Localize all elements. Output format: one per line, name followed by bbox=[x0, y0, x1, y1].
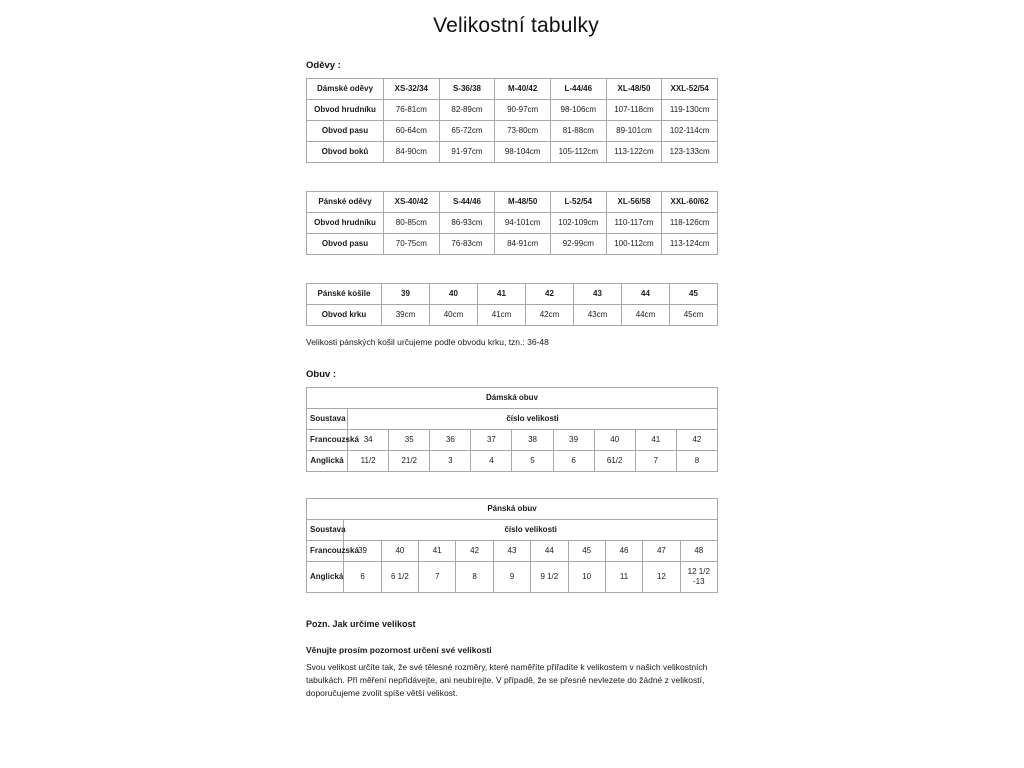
table-cell: 12 bbox=[643, 562, 680, 593]
table-cell: 65-72cm bbox=[439, 121, 495, 142]
cell-header: Pánské oděvy bbox=[307, 192, 384, 213]
table-cell: 3 bbox=[430, 451, 471, 472]
cell-header: XXL-52/54 bbox=[662, 79, 718, 100]
table-row bbox=[307, 79, 718, 100]
table-cell: 36 bbox=[430, 430, 471, 451]
table-cell: 81-88cm bbox=[550, 121, 606, 142]
row-label: Obvod pasu bbox=[307, 234, 384, 255]
row-label: Anglická bbox=[307, 451, 348, 472]
cell-header: S-36/38 bbox=[439, 79, 495, 100]
table-row bbox=[307, 409, 718, 430]
table-cell: 7 bbox=[635, 451, 676, 472]
table-cell: 45 bbox=[568, 541, 605, 562]
row-label: Obvod hrudníku bbox=[307, 100, 384, 121]
table-cell: 98-104cm bbox=[495, 142, 551, 163]
table-cell: 40 bbox=[381, 541, 418, 562]
cell-header: 39 bbox=[382, 284, 430, 305]
table-cell: 102-114cm bbox=[662, 121, 718, 142]
footer-subheading: Věnujte prosím pozornost určení své velikosti bbox=[306, 645, 492, 655]
document-content bbox=[306, 0, 726, 701]
table-cell: 90-97cm bbox=[495, 100, 551, 121]
table-cell: 98-106cm bbox=[550, 100, 606, 121]
table-cell: 92-99cm bbox=[550, 234, 606, 255]
table-cell: 61/2 bbox=[594, 451, 635, 472]
table-cell: 86-93cm bbox=[439, 213, 495, 234]
table-cell: 76-81cm bbox=[384, 100, 440, 121]
table-row bbox=[307, 562, 718, 593]
table-cell: 12 1/2 -13 bbox=[680, 562, 717, 593]
row-label: Francouzská bbox=[307, 541, 344, 562]
table-cell: 76-83cm bbox=[439, 234, 495, 255]
cell-header: M-40/42 bbox=[495, 79, 551, 100]
table-cell: 47 bbox=[643, 541, 680, 562]
table-row bbox=[307, 192, 718, 213]
table-cell: 43cm bbox=[574, 305, 622, 326]
cell-header: XL-48/50 bbox=[606, 79, 662, 100]
table-caption-men-shoes: Pánská obuv bbox=[307, 499, 718, 520]
table-cell: 9 bbox=[493, 562, 530, 593]
cell-header: Dámské oděvy bbox=[307, 79, 384, 100]
cell-header: XS-32/34 bbox=[384, 79, 440, 100]
table-women-shoes bbox=[306, 387, 718, 472]
table-men-clothing bbox=[306, 191, 718, 255]
table-cell: 45cm bbox=[670, 305, 718, 326]
table-row bbox=[307, 520, 718, 541]
table-cell: 6 bbox=[553, 451, 594, 472]
table-cell: 73-80cm bbox=[495, 121, 551, 142]
table-cell: 6 1/2 bbox=[381, 562, 418, 593]
table-cell: 41 bbox=[635, 430, 676, 451]
table-cell: 110-117cm bbox=[606, 213, 662, 234]
table-cell: 70-75cm bbox=[384, 234, 440, 255]
cell-header: 45 bbox=[670, 284, 718, 305]
table-cell: 41cm bbox=[478, 305, 526, 326]
section-label-shoes: Obuv : bbox=[306, 369, 337, 380]
table-row bbox=[307, 142, 718, 163]
table-cell: 42 bbox=[676, 430, 717, 451]
table-cell: 94-101cm bbox=[495, 213, 551, 234]
table-cell: 6 bbox=[344, 562, 381, 593]
row-label: Obvod pasu bbox=[307, 121, 384, 142]
table-cell: 100-112cm bbox=[606, 234, 662, 255]
table-cell: 38 bbox=[512, 430, 553, 451]
table-cell: 8 bbox=[456, 562, 493, 593]
table-cell: 41 bbox=[419, 541, 456, 562]
table-cell: 84-90cm bbox=[384, 142, 440, 163]
table-cell: 40 bbox=[594, 430, 635, 451]
table-cell: 11 bbox=[605, 562, 642, 593]
page-title: Velikostní tabulky bbox=[433, 14, 599, 37]
table-row bbox=[307, 234, 718, 255]
table-cell: 82-89cm bbox=[439, 100, 495, 121]
table-cell: 91-97cm bbox=[439, 142, 495, 163]
row-label: Anglická bbox=[307, 562, 344, 593]
table-cell: 5 bbox=[512, 451, 553, 472]
cell-header: Soustava bbox=[307, 409, 348, 430]
cell-header: XL-56/58 bbox=[606, 192, 662, 213]
cell-header: 41 bbox=[478, 284, 526, 305]
table-cell: 84-91cm bbox=[495, 234, 551, 255]
table-cell: 42cm bbox=[526, 305, 574, 326]
table-row bbox=[307, 100, 718, 121]
table-cell: 11/2 bbox=[348, 451, 389, 472]
table-cell: 105-112cm bbox=[550, 142, 606, 163]
cell-header: L-44/46 bbox=[550, 79, 606, 100]
row-label: Obvod krku bbox=[307, 305, 382, 326]
cell-header: XXL-60/62 bbox=[662, 192, 718, 213]
table-cell: 21/2 bbox=[389, 451, 430, 472]
table-cell: 46 bbox=[605, 541, 642, 562]
cell-header: 40 bbox=[430, 284, 478, 305]
table-cell: 39 bbox=[344, 541, 381, 562]
cell-header: Pánské košile bbox=[307, 284, 382, 305]
table-cell: 118-126cm bbox=[662, 213, 718, 234]
footer-heading: Pozn. Jak určíme velikost bbox=[306, 619, 416, 629]
table-cell: 10 bbox=[568, 562, 605, 593]
table-cell: 80-85cm bbox=[384, 213, 440, 234]
table-row bbox=[307, 430, 718, 451]
cell-header: S-44/46 bbox=[439, 192, 495, 213]
cell-header: číslo velikosti bbox=[344, 520, 718, 541]
table-men-shirts bbox=[306, 283, 718, 326]
table-cell: 35 bbox=[389, 430, 430, 451]
table-cell: 60-64cm bbox=[384, 121, 440, 142]
cell-header: 42 bbox=[526, 284, 574, 305]
table-row bbox=[307, 541, 718, 562]
cell-header: 44 bbox=[622, 284, 670, 305]
table-women-clothing bbox=[306, 78, 718, 163]
table-cell: 34 bbox=[348, 430, 389, 451]
table-cell: 89-101cm bbox=[606, 121, 662, 142]
table-cell: 40cm bbox=[430, 305, 478, 326]
table-cell: 107-118cm bbox=[606, 100, 662, 121]
row-label: Obvod hrudníku bbox=[307, 213, 384, 234]
cell-header: L-52/54 bbox=[550, 192, 606, 213]
table-cell: 44cm bbox=[622, 305, 670, 326]
table-cell: 42 bbox=[456, 541, 493, 562]
table-cell: 4 bbox=[471, 451, 512, 472]
table-row bbox=[307, 388, 718, 409]
table-cell: 39cm bbox=[382, 305, 430, 326]
table-cell: 43 bbox=[493, 541, 530, 562]
table-cell: 9 1/2 bbox=[531, 562, 568, 593]
table-cell: 119-130cm bbox=[662, 100, 718, 121]
table-men-shoes bbox=[306, 498, 718, 593]
table-cell: 113-124cm bbox=[662, 234, 718, 255]
table-row bbox=[307, 499, 718, 520]
table-cell: 44 bbox=[531, 541, 568, 562]
table-row bbox=[307, 451, 718, 472]
cell-header: 43 bbox=[574, 284, 622, 305]
table-cell: 37 bbox=[471, 430, 512, 451]
table-cell: 102-109cm bbox=[550, 213, 606, 234]
table-row bbox=[307, 305, 718, 326]
cell-header: M-48/50 bbox=[495, 192, 551, 213]
table-row bbox=[307, 213, 718, 234]
table-caption-women-shoes: Dámská obuv bbox=[307, 388, 718, 409]
row-label: Obvod boků bbox=[307, 142, 384, 163]
footer-body: Svou velikost určíte tak, že své tělesné rozměry, které naměříte přiřadíte k velikostem v našich velikostních tabulkách. Při měření nepřidávejte, ani neubírejte. V případě, že se přesně nevlezete do žádné z velikostí, doporučujeme zvolit spíše větší velikost. bbox=[306, 662, 708, 699]
table-row bbox=[307, 121, 718, 142]
cell-header: Soustava bbox=[307, 520, 344, 541]
table-cell: 48 bbox=[680, 541, 717, 562]
cell-header: číslo velikosti bbox=[348, 409, 718, 430]
table-cell: 8 bbox=[676, 451, 717, 472]
shirts-note: Velikosti pánských košil určujeme podle obvodu krku, tzn.: 36-48 bbox=[306, 337, 549, 347]
cell-header: XS-40/42 bbox=[384, 192, 440, 213]
table-cell: 39 bbox=[553, 430, 594, 451]
table-cell: 7 bbox=[419, 562, 456, 593]
row-label: Francouzská bbox=[307, 430, 348, 451]
table-cell: 123-133cm bbox=[662, 142, 718, 163]
section-label-clothing: Oděvy : bbox=[306, 60, 341, 71]
table-cell: 113-122cm bbox=[606, 142, 662, 163]
table-row bbox=[307, 284, 718, 305]
